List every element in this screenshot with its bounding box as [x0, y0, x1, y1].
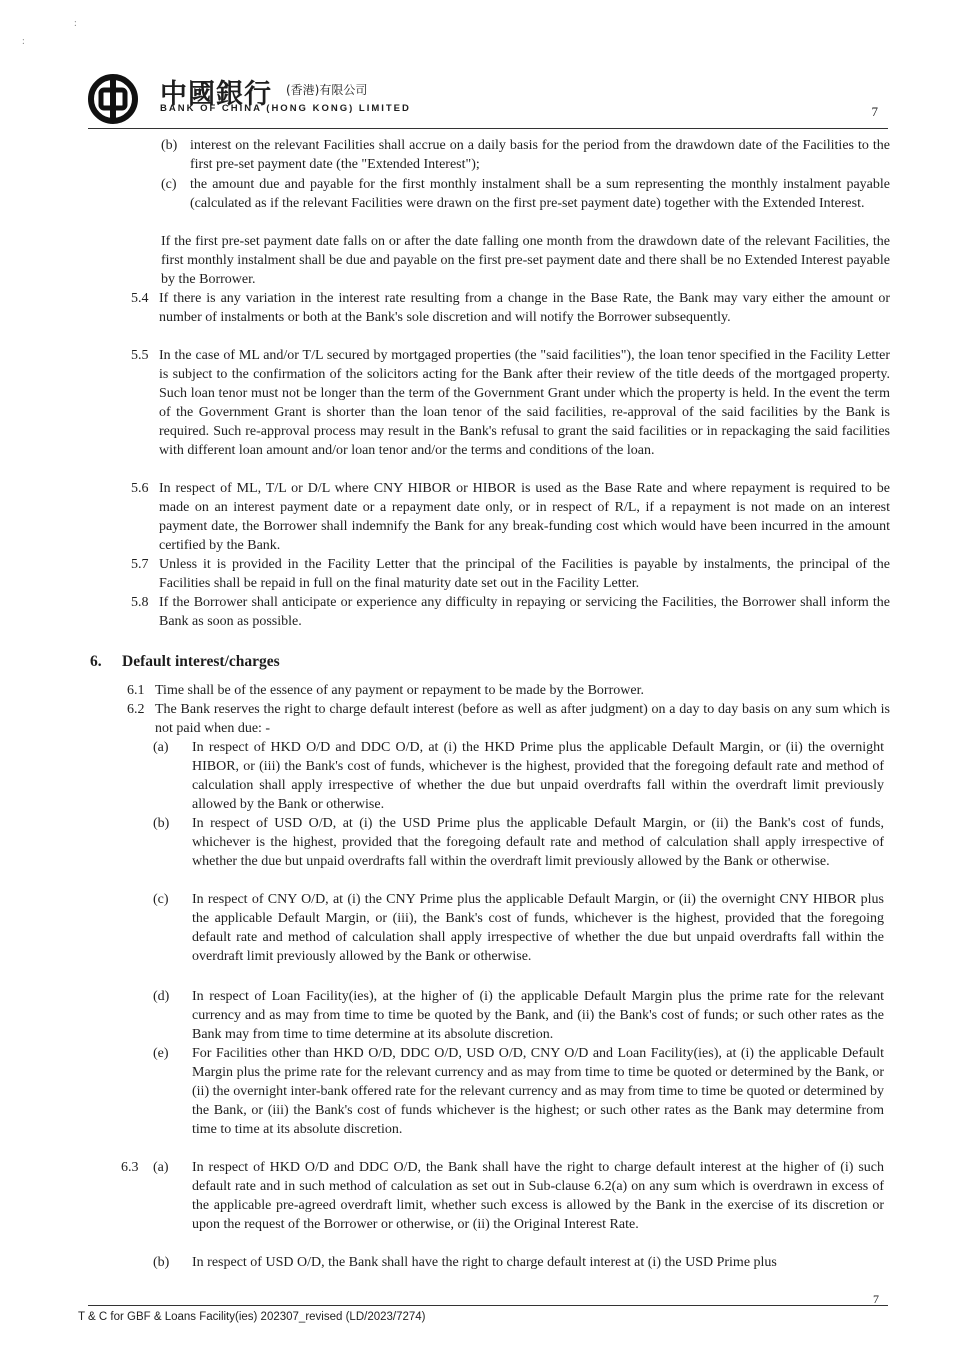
clause-paragraph: If the first pre-set payment date falls on or after the date falling one month from the drawdown date of the relevant Facilities, the first monthly instalment shall be due and payable on the first pre-set payment date and there shall be no Extended Interest payable by the Borrower. — [161, 234, 890, 287]
brand-chinese-name: 中國銀行 — [160, 79, 272, 110]
brand-chinese-suffix: (香港)有限公司 — [286, 83, 368, 97]
sub-item-text: interest on the relevant Facilities shall accrue on a daily basis for the period from the drawdown date of the Facilities to the first pre-set payment date (the "Extended Interest"); — [190, 138, 890, 172]
clause-number: 6.1 — [127, 683, 145, 698]
letterhead — [88, 70, 888, 130]
sub-item-text: the amount due and payable for the first monthly instalment shall be a sum representing the monthly instalment payable (calculated as if the relevant Facilities were drawn on the first pre-set payment date) together with the Extended Interest. — [190, 177, 890, 211]
sub-item-label: (d) — [153, 989, 170, 1004]
clause-number: 5.6 — [131, 481, 149, 496]
clause-number: 5.4 — [131, 291, 149, 306]
clause-text: In respect of ML, T/L or D/L where CNY HIBOR or HIBOR is used as the Base Rate and where repayment is required to be made on an interest payment date or a repayment date only, or in respect of R/L, if a repayment is not made on an interest payment date, the Borrower shall indemnify the Bank for any break-funding cost which would have been incurred in the amount certified by the Bank. — [159, 481, 890, 553]
clause-text: Time shall be of the essence of any payment or repayment to be made by the Borrower. — [155, 683, 644, 698]
sub-item-text: In respect of USD O/D, the Bank shall have the right to charge default interest at (i) the USD Prime plus — [192, 1255, 777, 1270]
sub-item-label: (b) — [153, 1255, 170, 1270]
sub-item-label: (c) — [153, 892, 169, 907]
sub-item-text: For Facilities other than HKD O/D, DDC O/D, USD O/D, CNY O/D and Loan Facility(ies), at (i) the applicable Default Margin plus the prime rate for the relevant currency and as may from time to time be quoted or determined by the Bank, or (ii) the overnight inter-bank offered rate for the relevant currency and as may from time to time be quoted or determined by the Bank, or (iii) the Bank's cost of funds whichever is the highest; or such other rates as the Bank may determine from time to time at its absolute discretion. — [192, 1046, 884, 1137]
sub-item-label: (e) — [153, 1046, 169, 1061]
clause-text: Unless it is provided in the Facility Letter that the principal of the Facilities is payable by instalments, the principal of the Facilities shall be repaid in full on the final maturity date set out in the Facility Letter. — [159, 557, 890, 591]
sub-item-label: (b) — [161, 138, 178, 153]
sub-item-label: (b) — [153, 816, 170, 831]
clause-number: 5.7 — [131, 557, 149, 572]
page-number-bottom: 7 — [873, 1292, 879, 1306]
document-reference: T & C for GBF & Loans Facility(ies) 202307_revised (LD/2023/7274) — [78, 1311, 426, 1323]
sub-item-text: In respect of HKD O/D and DDC O/D, the Bank shall have the right to charge default interest at the higher of (i) such default rate and in such method of calculation as set out in Sub-clause 6.2(a) on any sum which is overdrawn in excess of the applicable pre-agreed overdraft limit, whether such excess is allowed by the Bank in the exercise of its discretion or upon the request of the Borrower or otherwise, or (ii) the Original Interest Rate. — [192, 1160, 884, 1232]
clause-text: The Bank reserves the right to charge default interest (before as well as after judgment) on a day to day basis on any sum which is not paid when due: - — [155, 702, 890, 736]
clause-number: 6.2 — [127, 702, 145, 717]
footer-rule — [88, 1305, 888, 1306]
sub-item-label: (a) — [153, 740, 169, 755]
clause-text: In the case of ML and/or T/L secured by mortgaged properties (the "said facilities"), the loan tenor specified in the Facility Letter is subject to the confirmation of the solicitors acting for the Bank after their review of the title deeds of the mortgaged property. Such loan tenor must not be longer than the term of the Government Grant under which the property is held. In the event the term of the Government Grant is shorter than the loan tenor of the said facilities, re-approval of the said facilities by the Bank is required. Such re-approval process may result in the Bank's refusal to grant the said facilities or in repackaging the said facilities with different loan amount and/or loan tenor and/or the terms and conditions of the loan. — [159, 348, 890, 458]
sub-item-label: (a) — [153, 1160, 169, 1175]
sub-item-text: In respect of Loan Facility(ies), at the higher of (i) the applicable Default Margin plus the prime rate for the relevant currency and as may from time to time be quoted by the Bank, and (ii) the Bank's cost of funds; or such other rates as the Bank may from time to time determine at its absolute discretion. — [192, 989, 884, 1042]
clause-text: If the Borrower shall anticipate or experience any difficulty in repaying or servicing the Facilities, the Borrower shall inform the Bank as soon as possible. — [159, 595, 890, 629]
sub-item-text: In respect of HKD O/D and DDC O/D, at (i) the HKD Prime plus the applicable Default Margin, or (ii) the overnight HIBOR, or (iii) the Bank's cost of funds, whichever is the highest, provided that the foregoing default rate and method of calculation shall apply irrespective of whether the due but unpaid overdrafts fall within the overdraft limit previously allowed by the Bank or otherwise. — [192, 740, 884, 812]
brand-english-name: BANK OF CHINA (HONG KONG) LIMITED — [160, 103, 411, 114]
sub-item-text: In respect of USD O/D, at (i) the USD Prime plus the applicable Default Margin, or (ii) the Bank's cost of funds, whichever is the highest, provided that the foregoing default rate and method of calculation shall apply irrespective of whether the due but unpaid overdrafts fall within the overdraft limit previously allowed by the Bank or otherwise. — [192, 816, 884, 869]
clause-number: 5.8 — [131, 595, 149, 610]
sub-item-text: In respect of CNY O/D, at (i) the CNY Prime plus the applicable Default Margin, or (ii) the overnight CNY HIBOR plus the applicable Default Margin, or (iii), the Bank's cost of funds, whichever is the highest, provided that the foregoing default rate and method of calculation shall apply irrespective of whether the due but unpaid overdrafts fall within the overdraft limit previously allowed by the Bank or otherwise. — [192, 892, 884, 964]
binding-mark: : — [22, 36, 25, 47]
bank-logo-icon — [88, 74, 138, 124]
sub-item-label: (c) — [161, 177, 177, 192]
clause-number: 5.5 — [131, 348, 149, 363]
section-number: 6. — [90, 653, 102, 670]
header-rule — [88, 128, 888, 129]
binding-mark: : — [74, 18, 77, 29]
clause-text: If there is any variation in the interest rate resulting from a change in the Base Rate, the Bank may vary either the amount or number of instalments or both at the Bank's sole discretion and will notify the Borrower subsequently. — [159, 291, 890, 325]
section-title: Default interest/charges — [122, 653, 280, 670]
page-number-top: 7 — [871, 104, 878, 119]
clause-number: 6.3 — [121, 1160, 139, 1175]
